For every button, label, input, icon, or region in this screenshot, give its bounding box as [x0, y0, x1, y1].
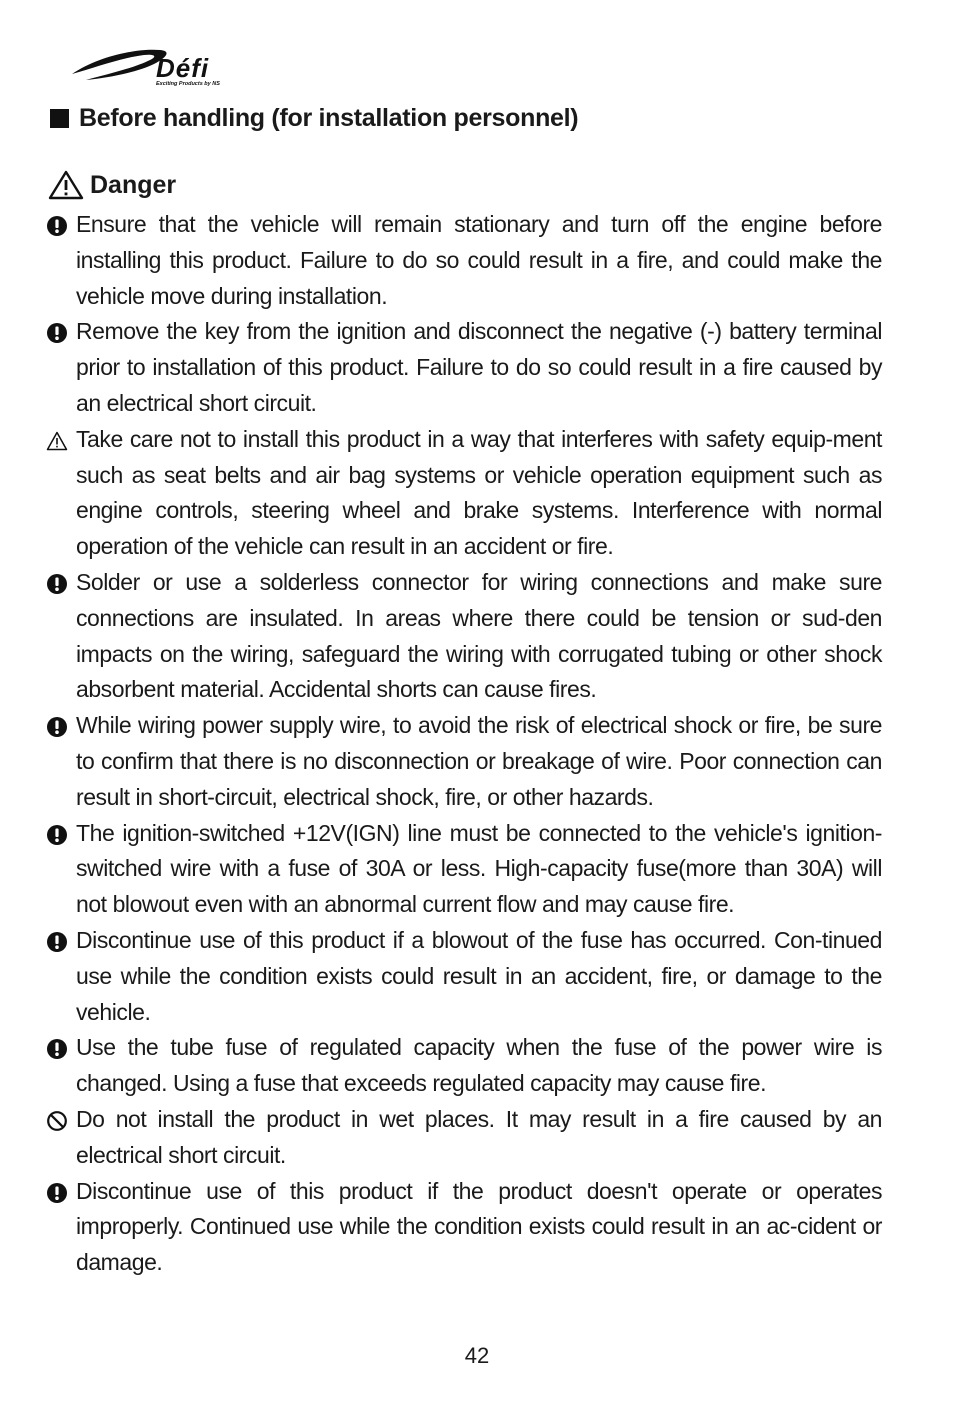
danger-item-text: Take care not to install this product in a way that interferes with safety equip-ment such as seat belts and air bag systems or vehicle operation equipment such as engine controls, steering wheel and brake systems. Interference with normal operation of the vehicle can result in an accident or fire.	[76, 425, 882, 560]
mandatory-icon	[46, 322, 68, 344]
danger-item	[46, 1174, 882, 1281]
danger-item	[46, 422, 882, 565]
mandatory-icon	[46, 215, 68, 237]
danger-heading-text: Danger	[90, 170, 177, 199]
mandatory-icon	[46, 573, 68, 595]
caution-icon	[46, 430, 68, 452]
section-title-text: Before handling (for installation personnel)	[79, 104, 579, 132]
danger-item-text: Do not install the product in wet places. It may result in a fire caused by an electrical short circuit.	[76, 1105, 882, 1168]
black-square-icon	[50, 109, 69, 128]
danger-item-text: Discontinue use of this product if the product doesn't operate or operates improperly. Continued use while the condition exists could result in an ac-cident or damage.	[76, 1177, 882, 1276]
mandatory-icon	[46, 1182, 68, 1204]
danger-item	[46, 923, 882, 1030]
danger-heading	[48, 170, 176, 200]
danger-item-text: Ensure that the vehicle will remain stationary and turn off the engine before installing this product. Failure to do so could result in a fire, and could make the vehicle move during installation.	[76, 211, 882, 309]
danger-item-text: While wiring power supply wire, to avoid the risk of electrical shock or fire, be sure to confirm that there is no disconnection or breakage of wire. Poor connection can result in short-circuit, electrical shock, fire, or other hazards.	[76, 712, 882, 810]
brand-tagline: Exciting Products by NS	[156, 81, 220, 87]
prohibition-icon	[46, 1110, 68, 1132]
danger-item-text: Use the tube fuse of regulated capacity when the fuse of the power wire is changed. Using a fuse that exceeds regulated capacity may cause fire.	[76, 1034, 882, 1097]
mandatory-icon	[46, 824, 68, 846]
danger-item	[46, 1102, 882, 1174]
danger-item	[46, 314, 882, 421]
section-title	[50, 104, 578, 133]
page-number: 42	[464, 1343, 490, 1368]
danger-item-text: The ignition-switched +12V(IGN) line must be connected to the vehicle's ignition-switched wire with a fuse of 30A or less. High-capacity fuse(more than 30A) will not blowout even with an abnormal current flow and may cause fire.	[76, 819, 882, 918]
danger-item	[46, 708, 882, 815]
danger-item-text: Remove the key from the ignition and disconnect the negative (-) battery terminal prior to installation of this product. Failure to do so could result in a fire caused by an electrical short circuit.	[76, 318, 882, 416]
danger-item-text: Solder or use a solderless connector for wiring connections and make sure connections are insulated. In areas where there could be tension or sud-den impacts on the wiring, safeguard the wiring with corrugated tubing or other shock absorbent material. Accidental shorts can cause fires.	[76, 568, 882, 703]
danger-list	[46, 207, 882, 1281]
danger-item	[46, 1030, 882, 1102]
danger-item	[46, 565, 882, 708]
warning-triangle-icon	[48, 170, 84, 200]
mandatory-icon	[46, 931, 68, 953]
danger-item-text: Discontinue use of this product if a blowout of the fuse has occurred. Con-tinued use while the condition exists could result in an accident, fire, or damage to the vehicle.	[76, 926, 882, 1025]
mandatory-icon	[46, 716, 68, 738]
danger-item	[46, 207, 882, 314]
mandatory-icon	[46, 1038, 68, 1060]
brand-name: Défi	[156, 53, 210, 83]
defi-logo	[68, 44, 268, 90]
danger-item	[46, 816, 882, 923]
